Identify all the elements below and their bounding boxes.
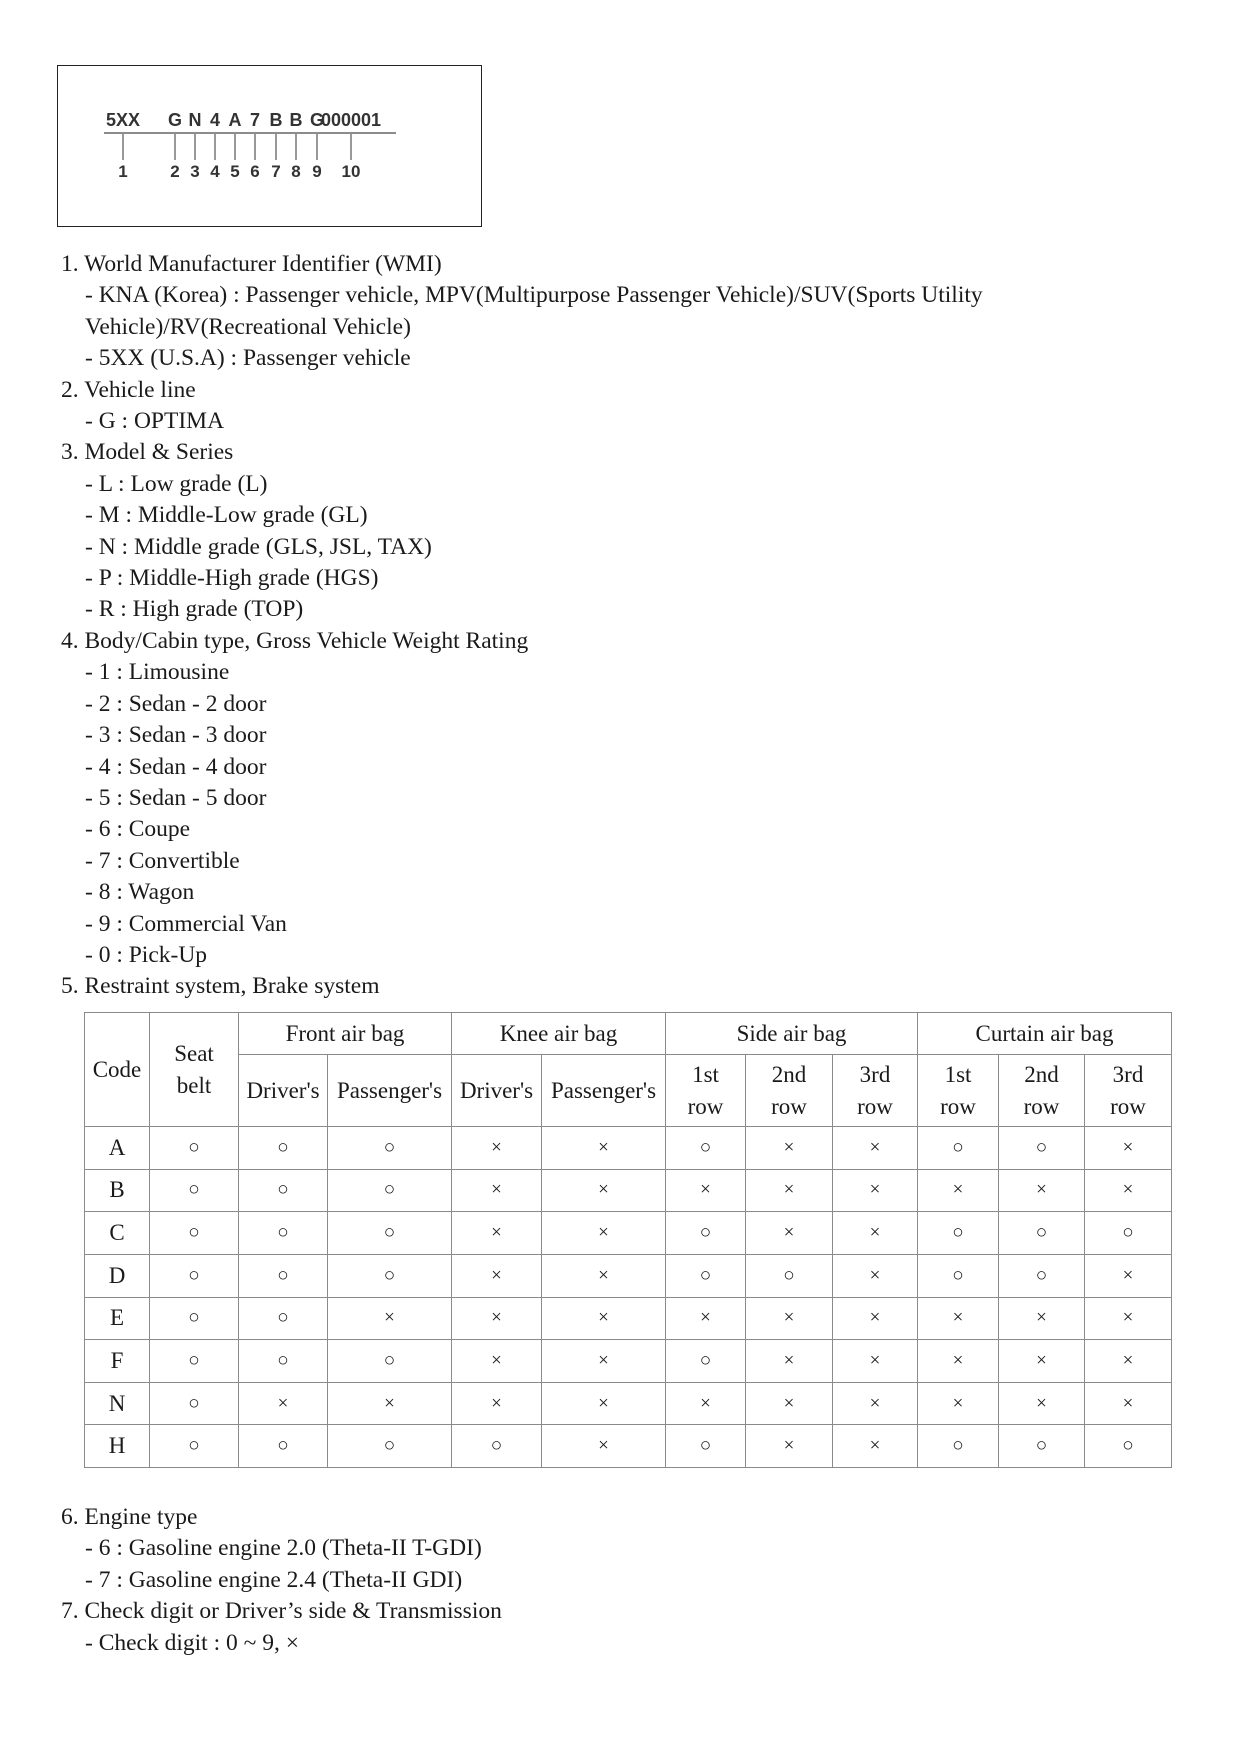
table-cell: × (452, 1212, 542, 1255)
list-subitem: - Check digit : 0 ~ 9, × (85, 1629, 299, 1656)
table-cell: ○ (1085, 1212, 1172, 1255)
vin-position-number: 10 (341, 162, 361, 181)
vin-char: 000001 (320, 110, 382, 130)
list-subitem: - 7 : Gasoline engine 2.4 (Theta-II GDI) (85, 1566, 463, 1593)
ordinal: 1st (692, 1061, 719, 1087)
table-cell: × (918, 1169, 999, 1212)
header-seat-belt-line1: Seat (174, 1040, 214, 1066)
table-cell: × (746, 1297, 833, 1340)
table-cell: ○ (918, 1212, 999, 1255)
table-cell: × (452, 1254, 542, 1297)
row-code: F (85, 1340, 150, 1383)
table-cell: × (542, 1382, 666, 1425)
header-side-air-bag: Side air bag (666, 1013, 918, 1055)
table-row (85, 1212, 1172, 1255)
table-cell: × (452, 1340, 542, 1383)
list-subitem: - L : Low grade (L) (85, 470, 268, 497)
table-cell: × (542, 1340, 666, 1383)
table-row (85, 1254, 1172, 1297)
table-cell: ○ (150, 1254, 239, 1297)
table-cell: ○ (666, 1127, 746, 1170)
table-cell: × (999, 1297, 1085, 1340)
table-cell: ○ (918, 1254, 999, 1297)
list-subitem: - 8 : Wagon (85, 879, 195, 906)
list-subitem: - 0 : Pick-Up (85, 941, 208, 968)
list-subitem: - R : High grade (TOP) (85, 596, 304, 623)
row-code: E (85, 1297, 150, 1340)
list-heading: 6. Engine type (61, 1504, 198, 1530)
table-cell: × (746, 1212, 833, 1255)
table-cell: ○ (666, 1340, 746, 1383)
ordinal: 3rd (859, 1061, 891, 1087)
table-cell: × (542, 1254, 666, 1297)
list-subitem: - M : Middle-Low grade (GL) (85, 502, 368, 529)
header-side-3rd-row (833, 1055, 918, 1127)
table-row (85, 1297, 1172, 1340)
table-cell: × (1085, 1297, 1172, 1340)
list-heading: 7. Check digit or Driver’s side & Transmission (61, 1598, 502, 1625)
table-cell: × (542, 1169, 666, 1212)
table-cell: × (918, 1297, 999, 1340)
table-cell: ○ (999, 1127, 1085, 1170)
header-knee-driver: Driver's (452, 1055, 542, 1127)
list-subitem: - 4 : Sedan - 4 door (85, 753, 267, 780)
list-subitem: - 5XX (U.S.A) : Passenger vehicle (85, 345, 411, 372)
table-cell: × (833, 1340, 918, 1383)
header-knee-passenger: Passenger's (542, 1055, 666, 1127)
table-cell: ○ (666, 1212, 746, 1255)
header-curtain-3rd-row (1085, 1055, 1172, 1127)
table-cell: ○ (328, 1254, 452, 1297)
table-cell: × (1085, 1254, 1172, 1297)
vin-diagram (57, 65, 482, 227)
list-subitem: - 6 : Gasoline engine 2.0 (Theta-II T-GDI) (85, 1535, 482, 1562)
table-cell: ○ (150, 1212, 239, 1255)
table-cell: ○ (150, 1297, 239, 1340)
table-cell: × (452, 1297, 542, 1340)
header-side-1st-row (666, 1055, 746, 1127)
vin-description-list (61, 249, 1181, 1003)
table-cell: × (666, 1382, 746, 1425)
list-subitem: - 6 : Coupe (85, 816, 191, 843)
table-cell: × (1085, 1127, 1172, 1170)
table-cell: × (746, 1425, 833, 1468)
row-word: row (687, 1093, 724, 1119)
table-cell: × (542, 1297, 666, 1340)
header-code: Code (85, 1013, 150, 1127)
vin-position-number: 1 (118, 162, 128, 181)
table-cell: × (918, 1340, 999, 1383)
table-row (85, 1169, 1172, 1212)
table-cell: ○ (452, 1425, 542, 1468)
table-cell: × (542, 1127, 666, 1170)
table-cell: ○ (1085, 1425, 1172, 1468)
list-subitem: - 2 : Sedan - 2 door (85, 690, 267, 717)
table-cell: ○ (239, 1340, 328, 1383)
table-row (85, 1340, 1172, 1383)
vin-position-number: 7 (271, 162, 281, 181)
list-heading: 5. Restraint system, Brake system (61, 973, 380, 1000)
table-cell: × (833, 1382, 918, 1425)
header-knee-air-bag: Knee air bag (452, 1013, 666, 1055)
list-subitem: Vehicle)/RV(Recreational Vehicle) (85, 313, 411, 340)
vin-char: B (289, 110, 303, 130)
table-cell: ○ (328, 1169, 452, 1212)
header-curtain-air-bag: Curtain air bag (918, 1013, 1172, 1055)
table-row (85, 1127, 1172, 1170)
table-cell: × (833, 1212, 918, 1255)
table-cell: ○ (239, 1127, 328, 1170)
vin-position-number: 9 (312, 162, 322, 181)
list-heading: 2. Vehicle line (61, 376, 196, 403)
table-cell: ○ (999, 1425, 1085, 1468)
table-cell: × (452, 1127, 542, 1170)
table-cell: × (452, 1382, 542, 1425)
table-cell: × (666, 1297, 746, 1340)
table-cell: × (833, 1169, 918, 1212)
row-word: row (771, 1093, 807, 1119)
row-code: C (85, 1212, 150, 1255)
vin-char: G (309, 110, 325, 130)
table-cell: ○ (239, 1169, 328, 1212)
table-cell: ○ (999, 1212, 1085, 1255)
table-cell: ○ (666, 1254, 746, 1297)
vin-diagram-graphic (58, 66, 483, 228)
row-code: B (85, 1169, 150, 1212)
list-subitem: - 9 : Commercial Van (85, 910, 287, 937)
vin-position-number: 8 (291, 162, 301, 181)
table-cell: ○ (328, 1127, 452, 1170)
row-word: row (857, 1093, 893, 1119)
table-cell: ○ (150, 1340, 239, 1383)
ordinal: 3rd (1112, 1061, 1144, 1087)
table-cell: ○ (328, 1425, 452, 1468)
table-cell: × (666, 1169, 746, 1212)
vin-position-number: 5 (230, 162, 240, 181)
table-cell: × (746, 1169, 833, 1212)
table-cell: ○ (746, 1254, 833, 1297)
row-code: N (85, 1382, 150, 1425)
table-cell: × (833, 1254, 918, 1297)
vin-char: 7 (249, 110, 261, 130)
vin-position-number: 2 (170, 162, 180, 181)
table-cell: × (542, 1425, 666, 1468)
table-cell: ○ (328, 1212, 452, 1255)
table-cell: × (999, 1340, 1085, 1383)
header-curtain-1st-row (918, 1055, 999, 1127)
list-subitem: - 1 : Limousine (85, 659, 230, 686)
table-cell: × (833, 1127, 918, 1170)
header-seat-belt-line2: belt (176, 1072, 212, 1098)
table-cell: × (999, 1382, 1085, 1425)
header-seat-belt (150, 1013, 239, 1127)
table-cell: ○ (239, 1297, 328, 1340)
table-cell: ○ (150, 1425, 239, 1468)
list-subitem: - P : Middle-High grade (HGS) (85, 565, 379, 592)
vin-position-number: 3 (190, 162, 200, 181)
ordinal: 1st (944, 1061, 972, 1087)
vin-description-list-continued (61, 1502, 1181, 1659)
row-word: row (1110, 1093, 1146, 1119)
table-row (85, 1425, 1172, 1468)
table-cell: × (833, 1297, 918, 1340)
row-word: row (940, 1093, 976, 1119)
row-code: H (85, 1425, 150, 1468)
table-cell: × (328, 1297, 452, 1340)
list-subitem: - 5 : Sedan - 5 door (85, 784, 267, 811)
restraint-table-body (85, 1127, 1172, 1468)
table-cell: × (746, 1382, 833, 1425)
list-subitem: - 7 : Convertible (85, 847, 240, 874)
header-front-passenger: Passenger's (328, 1055, 452, 1127)
row-code: A (85, 1127, 150, 1170)
list-subitem: - N : Middle grade (GLS, JSL, TAX) (85, 533, 432, 560)
table-cell: × (542, 1212, 666, 1255)
table-cell: × (1085, 1169, 1172, 1212)
list-heading: 1. World Manufacturer Identifier (WMI) (61, 251, 442, 277)
table-cell: ○ (999, 1254, 1085, 1297)
header-front-air-bag: Front air bag (239, 1013, 452, 1055)
table-cell: ○ (150, 1169, 239, 1212)
vin-char: N (188, 110, 202, 130)
table-cell: ○ (239, 1254, 328, 1297)
table-row (85, 1382, 1172, 1425)
vin-char: G (167, 110, 183, 130)
table-cell: × (239, 1382, 328, 1425)
row-code: D (85, 1254, 150, 1297)
table-cell: × (452, 1169, 542, 1212)
restraint-system-table (84, 1012, 1172, 1468)
table-cell: ○ (239, 1212, 328, 1255)
header-curtain-2nd-row (999, 1055, 1085, 1127)
table-cell: × (746, 1127, 833, 1170)
table-cell: ○ (328, 1340, 452, 1383)
list-heading: 3. Model & Series (61, 439, 234, 466)
table-cell: × (328, 1382, 452, 1425)
table-cell: ○ (918, 1127, 999, 1170)
table-cell: × (918, 1382, 999, 1425)
table-cell: × (1085, 1382, 1172, 1425)
table-cell: ○ (239, 1425, 328, 1468)
vin-char: A (228, 110, 242, 130)
vin-char: 4 (209, 110, 221, 130)
ordinal: 2nd (1024, 1061, 1059, 1087)
vin-char: B (269, 110, 283, 130)
header-front-driver: Driver's (239, 1055, 328, 1127)
table-cell: × (1085, 1340, 1172, 1383)
table-cell: ○ (150, 1382, 239, 1425)
table-cell: × (999, 1169, 1085, 1212)
table-cell: ○ (150, 1127, 239, 1170)
row-word: row (1023, 1093, 1060, 1119)
ordinal: 2nd (771, 1061, 807, 1087)
table-cell: × (833, 1425, 918, 1468)
vin-position-number: 4 (210, 162, 220, 181)
vin-char: 5XX (105, 110, 141, 130)
table-cell: ○ (666, 1425, 746, 1468)
list-subitem: - G : OPTIMA (85, 408, 225, 435)
table-cell: × (746, 1340, 833, 1383)
table-cell: ○ (918, 1425, 999, 1468)
list-subitem: - KNA (Korea) : Passenger vehicle, MPV(Multipurpose Passenger Vehicle)/SUV(Sports Utility (85, 282, 983, 309)
list-subitem: - 3 : Sedan - 3 door (85, 722, 267, 749)
list-heading: 4. Body/Cabin type, Gross Vehicle Weight Rating (61, 627, 529, 654)
header-side-2nd-row (746, 1055, 833, 1127)
vin-position-number: 6 (250, 162, 260, 181)
